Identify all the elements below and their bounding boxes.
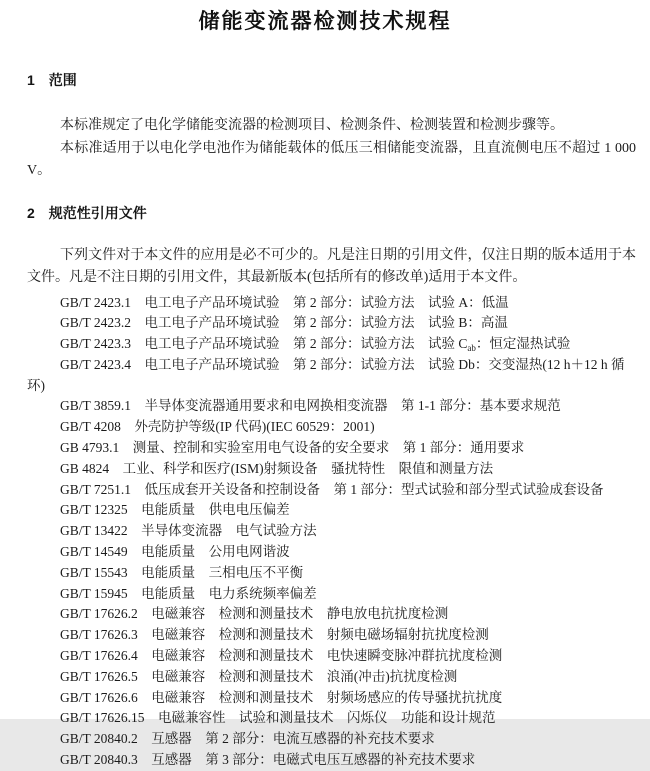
reference-item: GB 4824 工业、科学和医疗(ISM)射频设备 骚扰特性 限值和测量方法: [60, 460, 494, 476]
document-title: 储能变流器检测技术规程: [198, 10, 452, 33]
reference-item: GB/T 15945 电能质量 电力系统频率偏差: [60, 585, 317, 601]
paragraph-references-intro: 下列文件对于本文件的应用是必不可少的。凡是注日期的引用文件，仅注日期的版本适用于本文件。凡是不注日期的引用文件，其最新版本(包括所有的修改单)适用于本文件。: [27, 247, 636, 285]
reference-item: GB/T 17626.3 电磁兼容 检测和测量技术 射频电磁场辐射抗扰度检测: [60, 627, 489, 643]
reference-item: GB/T 2423.1 电工电子产品环境试验 第 2 部分：试验方法 试验 A：低温: [60, 294, 509, 310]
reference-item: GB/T 3859.1 半导体变流器通用要求和电网换相变流器 第 1-1 部分：基本要求规范: [60, 398, 561, 414]
reference-item: GB/T 17626.4 电磁兼容 检测和测量技术 电快速瞬变脉冲群抗扰度检测: [60, 648, 503, 664]
section-heading-normative-references: [27, 203, 650, 223]
reference-item: GB 4793.1 测量、控制和实验室用电气设备的安全要求 第 1 部分：通用要求: [60, 440, 525, 456]
section-number: 2: [27, 204, 35, 221]
reference-item: GB/T 20840.3 互感器 第 3 部分：电磁式电压互感器的补充技术要求: [60, 752, 476, 768]
section-title: 规范性引用文件: [48, 204, 147, 221]
reference-item: GB/T 17626.15 电磁兼容性 试验和测量技术 闪烁仪 功能和设计规范: [60, 710, 496, 726]
reference-item: GB/T 17626.2 电磁兼容 检测和测量技术 静电放电抗扰度检测: [60, 606, 449, 622]
section-heading-scope: [27, 70, 650, 90]
reference-item: GB/T 20840.2 互感器 第 2 部分：电流互感器的补充技术要求: [60, 731, 435, 747]
reference-item: GB/T 17626.6 电磁兼容 检测和测量技术 射频场感应的传导骚扰抗扰度: [60, 689, 503, 705]
reference-item: GB/T 17626.5 电磁兼容 检测和测量技术 浪涌(冲击)抗扰度检测: [60, 668, 458, 684]
reference-item: GB/T 7251.1 低压成套开关设备和控制设备 第 1 部分：型式试验和部分型式试验成套设备: [60, 481, 604, 497]
reference-item: GB/T 4208 外壳防护等级(IP 代码)(IEC 60529：2001): [60, 419, 375, 435]
reference-item: GB/T 2423.2 电工电子产品环境试验 第 2 部分：试验方法 试验 B：高温: [60, 315, 508, 331]
reference-item: GB/T 12325 电能质量 供电电压偏差: [60, 502, 290, 518]
paragraph-scope-2: 本标准适用于以电化学电池作为储能载体的低压三相储能变流器，且直流侧电压不超过 1 000 V。: [27, 140, 636, 178]
reference-item: GB/T 2423.4 电工电子产品环境试验 第 2 部分：试验方法 试验 Db：交变湿热(12 h＋12 h 循环): [27, 356, 625, 393]
section-title: 范围: [48, 72, 77, 88]
paragraph-scope-1: 本标准规定了电化学储能变流器的检测项目、检测条件、检测装置和检测步骤等。: [60, 118, 564, 133]
reference-item: GB/T 13422 半导体变流器 电气试验方法: [60, 523, 317, 539]
reference-item: GB/T 14549 电能质量 公用电网谐波: [60, 544, 290, 560]
reference-item: GB/T 2423.3 电工电子产品环境试验 第 2 部分：试验方法 试验 $C_{ab}$：恒定湿热试验: [60, 336, 571, 354]
section-number: 1: [27, 72, 35, 88]
reference-item: GB/T 15543 电能质量 三相电压不平衡: [60, 564, 304, 580]
references-list: [27, 293, 636, 771]
